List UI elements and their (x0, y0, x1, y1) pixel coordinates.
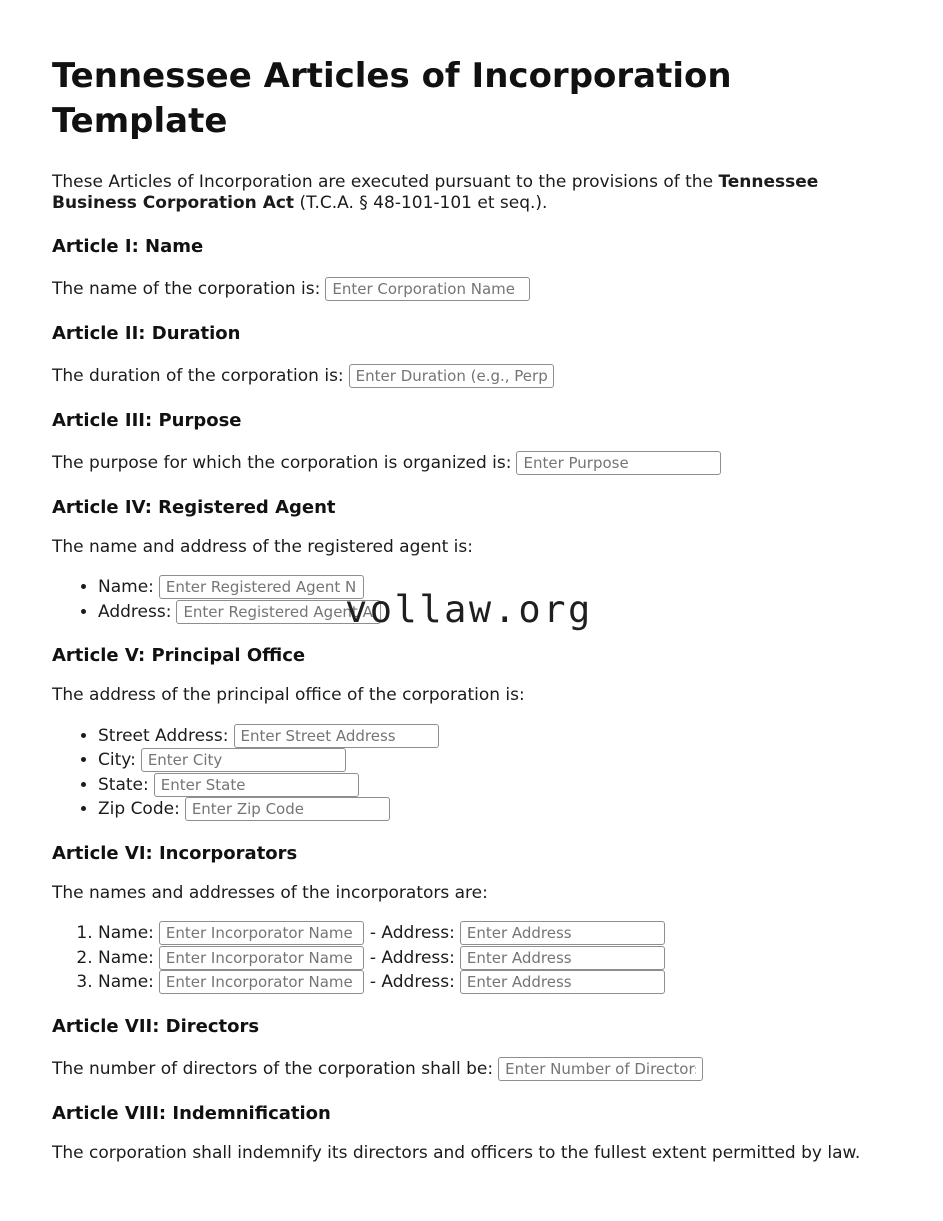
intro-bold-act-name: Tennessee Business Corporation Act (52, 171, 819, 214)
duration-label: The duration of the corporation is: (52, 365, 344, 386)
incorporator-name-input[interactable] (159, 970, 364, 994)
article-7-heading: Article VII: Directors (52, 1015, 260, 1037)
incorporator-address-input[interactable] (460, 970, 665, 994)
directors-count-input[interactable] (498, 1057, 703, 1081)
corporation-name-label: The name of the corporation is: (52, 278, 321, 299)
incorporator-row (98, 921, 891, 946)
registered-agent-list (52, 575, 891, 624)
incorporator-name-label: Name: (98, 947, 154, 968)
incorporators-list (52, 921, 891, 995)
watermark: vollaw.org (345, 588, 593, 631)
article-6-heading: Article VI: Incorporators (52, 842, 298, 864)
corporation-name-input[interactable] (325, 277, 530, 301)
state-input[interactable] (154, 773, 359, 797)
incorporator-name-label: Name: (98, 972, 154, 993)
incorporator-address-input[interactable] (460, 946, 665, 970)
indemnification-paragraph: The corporation shall indemnify its directors and officers to the fullest extent permitted by law. (52, 1142, 861, 1163)
article-5-heading: Article V: Principal Office (52, 645, 306, 667)
principal-office-intro: The address of the principal office of the corporation is: (52, 685, 525, 706)
article-7-row (52, 1056, 891, 1082)
street-address-input[interactable] (234, 724, 439, 748)
incorporator-name-label: Name: (98, 923, 154, 944)
zip-code-input[interactable] (185, 797, 390, 821)
article-2-row (52, 363, 891, 389)
zip-code-label: Zip Code: (98, 799, 180, 820)
purpose-label: The purpose for which the corporation is organized is: (52, 452, 512, 473)
principal-office-list (52, 724, 891, 822)
purpose-input[interactable] (516, 451, 721, 475)
article-2-heading: Article II: Duration (52, 322, 241, 344)
state-label: State: (98, 774, 149, 795)
list-item (98, 773, 891, 798)
article-1-heading: Article I: Name (52, 235, 204, 257)
incorporator-name-input[interactable] (159, 946, 364, 970)
list-item (98, 575, 891, 600)
agent-name-label: Name: (98, 577, 154, 598)
duration-input[interactable] (349, 364, 554, 388)
list-item (98, 748, 891, 773)
intro-paragraph (52, 172, 891, 215)
article-1-row (52, 276, 891, 302)
incorporator-address-label: - Address: (369, 947, 455, 968)
page-title: Tennessee Articles of Incorporation Template (52, 56, 732, 141)
list-item (98, 600, 891, 625)
incorporator-address-input[interactable] (460, 921, 665, 945)
registered-agent-intro: The name and address of the registered agent is: (52, 536, 473, 557)
incorporator-row (98, 970, 891, 995)
agent-address-label: Address: (98, 601, 172, 622)
list-item (98, 797, 891, 822)
incorporator-address-label: - Address: (369, 923, 455, 944)
article-8-heading: Article VIII: Indemnification (52, 1102, 331, 1124)
city-input[interactable] (141, 748, 346, 772)
article-3-row (52, 450, 891, 476)
city-label: City: (98, 750, 136, 771)
article-3-heading: Article III: Purpose (52, 409, 242, 431)
incorporator-name-input[interactable] (159, 921, 364, 945)
incorporator-row (98, 946, 891, 971)
list-item (98, 724, 891, 749)
street-address-label: Street Address: (98, 725, 229, 746)
intro-text-before: These Articles of Incorporation are executed pursuant to the provisions of the (52, 171, 719, 192)
incorporators-intro: The names and addresses of the incorporators are: (52, 882, 488, 903)
incorporator-address-label: - Address: (369, 972, 455, 993)
intro-text-after: (T.C.A. § 48-101-101 et seq.). (294, 193, 548, 214)
article-4-heading: Article IV: Registered Agent (52, 496, 336, 518)
agent-name-input[interactable] (159, 575, 364, 599)
agent-address-input[interactable] (176, 600, 381, 624)
directors-count-label: The number of directors of the corporation shall be: (52, 1058, 494, 1079)
